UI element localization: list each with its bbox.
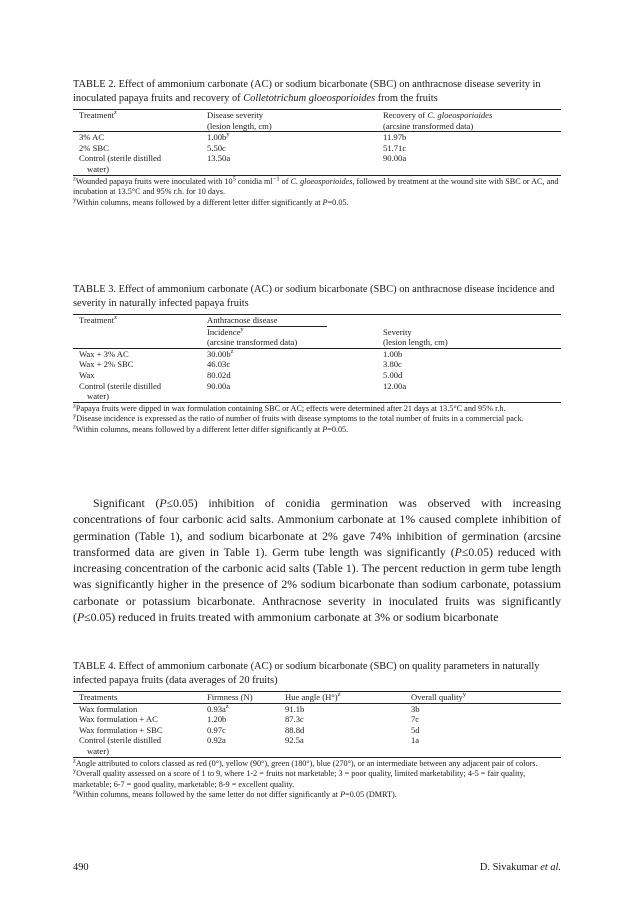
- table-row: Wax + 2% SBC 46.03c 3.80c: [79, 359, 402, 370]
- subheader-cell: (lesion length, cm): [201, 121, 377, 132]
- table-3: [73, 283, 561, 436]
- subheader-cell: (arcsine transformed data): [377, 121, 561, 132]
- subheader-cell: (lesion length, cm): [377, 337, 561, 348]
- body-paragraph: Significant (P≤0.05) inhibition of conidia germination was observed with increasing concentrations of four carbonic acid salts. Ammonium carbonate at 1% caused complete inhibition of germination (Table 1), and sodium bicarbonate at 2% gave 74% inhibition of germination (arcsine transformed data are given in Table 1). Germ tube length was significantly (P≤0.05) reduced with increasing concentration of the carbonic acid salts (Table 1). The percent reduction in germ tube length was significantly higher in the presence of 2% sodium bicarbonate than sodium carbonate, potassium carbonate or potassium bicarbonate. Anthracnose severity in inoculated fruits was significantly (P≤0.05) reduced in fruits treated with ammonium carbonate at 3% or sodium bicarbonate: [73, 496, 561, 625]
- table-row: Wax + 3% AC $30.00b^z$ 1.00b: [79, 347, 403, 359]
- header-cell: Treatment$^z$: [73, 110, 201, 121]
- table-2-footnotes: $^z$Wounded papaya fruits were inoculated with $10^5$ conidia $ml^{-1}$ of C. gloeosporioides, followed by treatment at the wound site with SBC or AC, and incubation at 13.5°C and 95% r.h. for 10 days. $^y$Within columns, means followed by a different letter differ significantly at P=0.05.: [73, 174, 559, 207]
- header-cell: Recovery of C. gloeosporioides: [377, 110, 561, 121]
- table-4-caption: TABLE 4. Effect of ammonium carbonate (AC) or sodium bicarbonate (SBC) on quality parameters in naturally infected papaya fruits (data averages of 20 fruits): [73, 661, 540, 686]
- table-row: Control (sterile distilled 0.92a 92.5a 1a: [79, 735, 420, 746]
- table-row: 3% AC $1.00b^y$ 11.97b: [79, 131, 407, 143]
- table-row: water): [73, 164, 561, 175]
- header-cell: Overall quality$^y$: [405, 692, 561, 704]
- table-4: [73, 660, 561, 801]
- table-2: [73, 78, 561, 208]
- table-row: Wax formulation + AC 1.20b 87.3c 7c: [79, 714, 420, 725]
- header-cell: Incidence$^y$: [207, 325, 244, 337]
- table-3-caption: TABLE 3. Effect of ammonium carbonate (AC) or sodium bicarbonate (SBC) on anthracnose disease incidence and severity in naturally infected papaya fruits: [73, 284, 555, 309]
- table-row: Wax formulation + SBC 0.97c 88.8d 5d: [79, 724, 420, 735]
- table-2-grid: [73, 109, 561, 176]
- table-row: water): [73, 746, 561, 757]
- subheader-cell: (arcsine transformed data): [201, 337, 377, 348]
- header-cell: Treatments: [73, 692, 201, 704]
- table-row: water): [73, 391, 561, 402]
- page-number: 490: [73, 862, 89, 873]
- table-3-grid: [73, 314, 561, 403]
- running-author: D. Sivakumar et al.: [479, 862, 561, 873]
- header-cell: Treatment$^z$: [73, 315, 201, 327]
- header-cell: Firmness (N): [201, 692, 279, 704]
- table-4-footnotes: $^z$Angle attributed to colors classed as red (0°), yellow (90°), green (180°), blue (270°), or an intermediate between any adjacent pair of colors. $^y$Overall quality assessed on a score of 1 to 9, where 1-2 = fruits not marketable; 3 = poor quality, limited marketability; 4-5 = fair quality, marketable; 6-7 = good quality, marketable; 8-9 = excellent quality. $^z$Within columns, means followed by the same letter do not differ significantly at P=0.05 (DMRT).: [73, 756, 538, 800]
- header-cell: Hue angle $(H^\circ)^z$: [279, 692, 405, 704]
- table-row: 2% SBC 5.50c 51.71c: [79, 142, 407, 153]
- table-row: Control (sterile distilled 90.00a 12.00a: [79, 380, 407, 391]
- header-cell: Anthracnose disease: [201, 315, 561, 327]
- header-cell: Disease severity: [201, 110, 377, 121]
- table-row: Wax formulation $0.93a^z$ 91.1b 3b: [79, 702, 420, 714]
- table-3-footnotes: $^z$Papaya fruits were dipped in wax formulation containing SBC or AC; effects were determined after 21 days at 13.5°C and 95% r.h. $^y$Disease incidence is expressed as the ratio of number of fruits with disease symptoms to the total number of fruits in a commercial pack. $^z$Within columns, means followed by a different letter differ significantly at P=0.05.: [73, 402, 524, 434]
- header-cell: Severity: [383, 326, 412, 337]
- table-4-grid: [73, 691, 561, 758]
- table-row: Control (sterile distilled 13.50a 90.00a: [79, 153, 407, 164]
- table-2-caption: TABLE 2. Effect of ammonium carbonate (AC) or sodium bicarbonate (SBC) on anthracnose disease severity in inoculated papaya fruits and recovery of Colletotrichum gloeosporioides from the fruits: [73, 79, 541, 104]
- table-row: Wax 80.02d 5.00d: [79, 369, 403, 380]
